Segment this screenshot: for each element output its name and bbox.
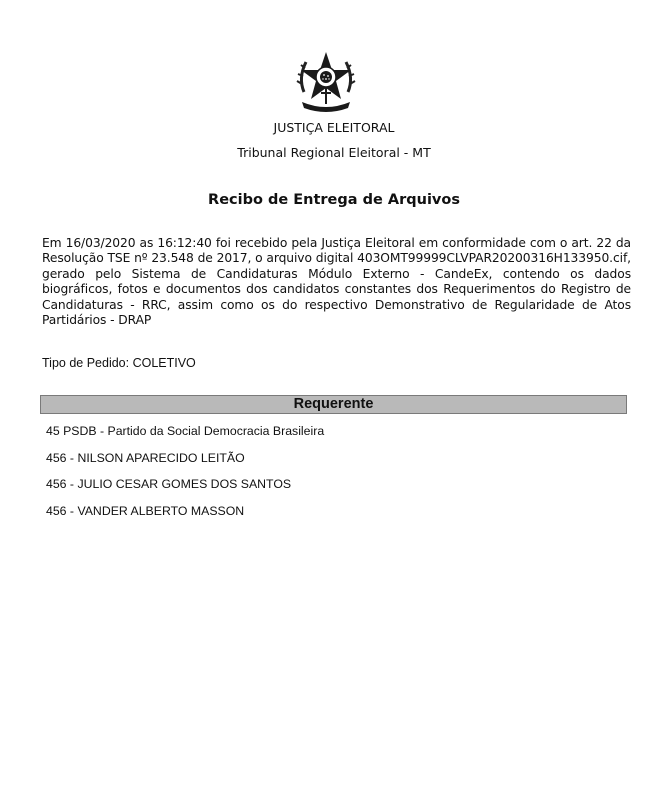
court-name: Tribunal Regional Eleitoral - MT (237, 145, 431, 160)
list-item: 456 - VANDER ALBERTO MASSON (46, 503, 245, 518)
document-title: Recibo de Entrega de Arquivos (208, 192, 460, 208)
list-item: 45 PSDB - Partido da Social Democracia Brasileira (46, 424, 325, 438)
org-name: JUSTIÇA ELEITORAL (273, 120, 395, 135)
list-item: 456 - JULIO CESAR GOMES DOS SANTOS (46, 477, 292, 491)
applicant-list (46, 424, 324, 530)
list-item: 456 - NILSON APARECIDO LEITÃO (46, 450, 245, 465)
order-type: Tipo de Pedido: COLETIVO (42, 356, 196, 370)
coat-of-arms-icon (294, 48, 358, 116)
receipt-paragraph: Em 16/03/2020 as 16:12:40 foi recebido pela Justiça Eleitoral em conformidade com o art. 22 da Resolução TSE nº 23.548 de 2017, o arquivo digital 403OMT99999CLVPAR20200316H133950.cif, gerado pelo Sistema de Candidaturas Módulo Externo - CandeEx, contendo os dados biográficos, fotos e documentos dos candidatos constantes dos Requerimentos do Registro de Candidaturas - RRC, assim como os do respectivo Demonstrativo de Regularidade de Atos Partidários - DRAP (42, 236, 631, 328)
applicant-section-header: Requerente (40, 395, 627, 414)
